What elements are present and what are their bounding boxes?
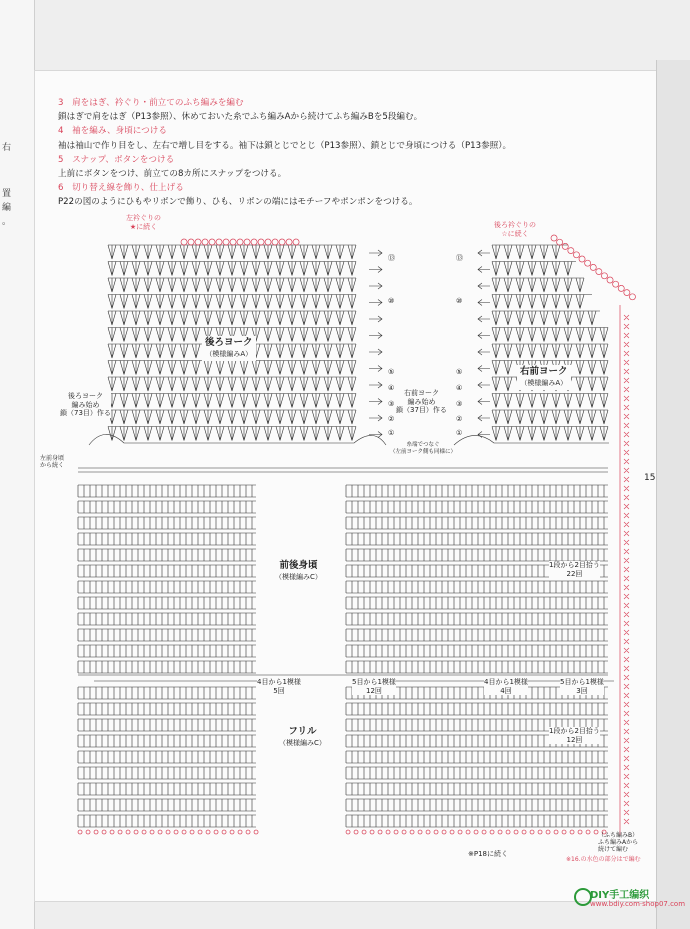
body-row-line (346, 703, 608, 715)
yoke-shell-row (108, 427, 356, 441)
body-stitch-row (346, 533, 604, 545)
body-row-line (78, 799, 256, 811)
row-direction-arrow (369, 349, 382, 355)
repeat-note-4: 5目から1模様 3回 (560, 678, 604, 695)
body-stitch-row (78, 751, 252, 763)
step-6-heading: 6 切り替え線を飾り、仕上げる (58, 183, 184, 194)
row-direction-arrow (478, 333, 490, 339)
body-row-line (78, 703, 256, 715)
back-collar-edging (181, 239, 299, 245)
body-row-line (78, 661, 256, 673)
repeat-note-1: 4目から1模様 5回 (257, 678, 301, 695)
step-3-body: 鎖はぎで肩をはぎ（P13参照）、休めておいた糸でふち編みAから続けてふち編みBを5段編む。 (58, 112, 423, 123)
crochet-chart (34, 205, 656, 875)
footnote-continue: ※P18に続く (468, 850, 508, 858)
body-row-line (346, 767, 608, 779)
row-direction-arrow (478, 382, 490, 388)
body-row-line (78, 613, 256, 625)
frill-title: フリル （模様編みC） (276, 725, 329, 750)
row-direction-arrow (478, 250, 490, 256)
body-stitch-row (346, 549, 604, 561)
body-row-line (78, 645, 256, 657)
body-row-line (78, 767, 256, 779)
margin-fragment: 編 (2, 203, 12, 213)
row-direction-arrow (478, 316, 490, 322)
body-stitch-row (346, 581, 604, 593)
row-direction-arrow (369, 432, 382, 438)
step-5-body: 上前にボタンをつけ、前立ての8カ所にスナップをつける。 (58, 169, 287, 180)
body-row-line (346, 629, 608, 641)
row-number: ③ (388, 400, 395, 408)
body-stitch-row (346, 629, 604, 641)
row-number: ⑩ (456, 297, 463, 305)
body-row-line (346, 799, 608, 811)
body-stitch-row (78, 533, 252, 545)
row-direction-arrow (369, 366, 382, 372)
row-direction-arrow (369, 399, 382, 405)
row-direction-arrow (478, 366, 490, 372)
row-number: ④ (456, 384, 463, 392)
body-stitch-row (78, 767, 252, 779)
yoke-shell-row (108, 377, 356, 391)
body-row-line (346, 751, 608, 763)
body-stitch-row (78, 815, 252, 827)
yoke-shell-row (492, 278, 584, 292)
step-4-heading: 4 袖を編み、身頃につける (58, 126, 167, 137)
body-stitch-row (78, 597, 252, 609)
row-direction-arrow (478, 300, 490, 306)
back-yoke-title: 後ろヨーク （模様編みA） (202, 336, 256, 361)
body-stitch-row (78, 517, 252, 529)
footnote-color: ※16.の水色の部分はで編む (566, 856, 641, 863)
body-stitch-row (78, 629, 252, 641)
front-band-cross-stitches (624, 315, 629, 824)
row-direction-arrow (478, 415, 490, 421)
body-row-line (78, 501, 256, 513)
body-stitch-row (78, 581, 252, 593)
body-row-line (346, 783, 608, 795)
row-direction-arrow (478, 283, 490, 289)
body-stitch-row (78, 661, 252, 673)
body-stitch-row (346, 751, 604, 763)
step-6-body: P22の図のようにひもやリボンで飾り、ひも、リボンの端にはモチーフやポンポンをつける。 (58, 197, 418, 208)
body-stitch-row (78, 485, 252, 497)
row-direction-arrow (369, 382, 382, 388)
body-row-line (346, 815, 608, 827)
yoke-shell-row (492, 394, 608, 408)
step-4-body: 袖は袖山で作り目をし、左右で増し目をする。袖下は鎖とじでとじ（P13参照）、鎖とじで身頃につける（P13参照）。 (58, 140, 512, 151)
yoke-shell-row (492, 410, 608, 424)
row-direction-arrow (478, 432, 490, 438)
yoke-shell-row (108, 278, 356, 292)
body-stitch-row (78, 687, 252, 699)
body-row-line (346, 485, 608, 497)
body-stitch-row (346, 799, 604, 811)
row-number: ② (388, 415, 395, 423)
body-stitch-row (78, 565, 252, 577)
pickup-note-body: 1段から2目拾う 22回 (549, 561, 600, 578)
body-row-line (78, 783, 256, 795)
body-stitch-row (346, 501, 604, 513)
repeat-note-2: 5目から1模様 12回 (352, 678, 396, 695)
body-row-line (346, 597, 608, 609)
yoke-shell-row (492, 245, 560, 259)
row-number: ① (456, 429, 463, 437)
back-yoke-start-note: 後ろヨーク 編み始め 鎖（73目）作る (60, 392, 111, 417)
body-stitch-row (78, 613, 252, 625)
watermark: DIY手工编织 www.bdiy.com·shop07.com (590, 890, 686, 908)
body-row-line (346, 501, 608, 513)
yoke-shell-row (492, 328, 608, 342)
previous-page-edge (0, 0, 35, 929)
body-stitch-row (78, 501, 252, 513)
body-row-line (78, 719, 256, 731)
body-stitch-row (78, 549, 252, 561)
body-stitch-row (346, 485, 604, 497)
left-collar-note: 左衿ぐりの ★に続く (126, 214, 161, 231)
bottom-picot-right (346, 830, 606, 834)
row-number: ⑤ (388, 368, 395, 376)
right-yoke-start-note: 右前ヨーク 編み始め 鎖（37目）作る (396, 389, 447, 414)
left-front-continue-note: 左前身頃 から続く (40, 455, 65, 469)
step-3-heading: 3 肩をはぎ、衿ぐり・前立てのふち編みを編む (58, 98, 244, 108)
repeat-note-3: 4目から1模様 4回 (484, 678, 528, 695)
yoke-shell-row (108, 311, 356, 325)
instruction-block (58, 96, 511, 210)
body-stitch-row (346, 767, 604, 779)
yoke-shell-row (492, 295, 584, 309)
body-row-line (346, 661, 608, 673)
row-direction-arrow (369, 316, 382, 322)
yoke-shell-row (108, 394, 356, 408)
body-row-line (78, 549, 256, 561)
row-number: ⑬ (388, 254, 395, 262)
body-row-line (346, 581, 608, 593)
body-stitch-row (78, 719, 252, 731)
next-page-edge (656, 60, 690, 929)
row-number: ⑤ (456, 368, 463, 376)
right-front-yoke-title: 右前ヨーク （模様編みA） (517, 365, 571, 390)
margin-fragment: 右 (2, 143, 12, 153)
yoke-shell-row (492, 311, 596, 325)
body-stitch-row (346, 703, 604, 715)
row-number: ⑩ (388, 297, 395, 305)
body-row-line (346, 517, 608, 529)
body-row-line (78, 533, 256, 545)
body-stitch-row (78, 645, 252, 657)
row-number: ④ (388, 384, 395, 392)
body-stitch-row (78, 735, 252, 747)
row-direction-arrow (478, 349, 490, 355)
body-row-line (346, 613, 608, 625)
body-row-line (346, 533, 608, 545)
row-direction-arrow (369, 267, 382, 273)
row-number: ② (456, 415, 463, 423)
yoke-shell-row (492, 262, 572, 276)
body-stitch-row (346, 517, 604, 529)
row-number: ③ (456, 400, 463, 408)
yoke-shell-row (492, 344, 608, 358)
margin-fragment: 。 (2, 217, 12, 227)
margin-fragment: 置 (2, 189, 12, 199)
body-row-line (346, 549, 608, 561)
back-collar-note: 後ろ衿ぐりの ☆に続く (494, 221, 536, 238)
body-row-line (78, 581, 256, 593)
body-row-line (78, 629, 256, 641)
body-row-line (346, 645, 608, 657)
yoke-shell-row (492, 427, 608, 441)
row-direction-arrow (478, 399, 490, 405)
body-stitch-row (78, 783, 252, 795)
body-row-line (78, 517, 256, 529)
body-title: 前後身頃 （模様編みC） (272, 559, 325, 584)
body-stitch-row (346, 783, 604, 795)
row-direction-arrow (369, 283, 382, 289)
row-direction-arrow (369, 250, 382, 256)
body-stitch-row (78, 703, 252, 715)
yoke-shell-row (108, 262, 356, 276)
yoke-base-right (454, 435, 609, 445)
bottom-picot-left (78, 830, 258, 834)
row-direction-arrow (369, 415, 382, 421)
body-row-line (78, 751, 256, 763)
body-stitch-row (78, 799, 252, 811)
row-direction-arrow (478, 267, 490, 273)
body-stitch-row (346, 645, 604, 657)
yoke-shell-row (108, 245, 356, 259)
yoke-shell-row (108, 410, 356, 424)
body-stitch-row (346, 597, 604, 609)
body-row-line (78, 687, 256, 699)
yoke-body-seam (78, 468, 608, 472)
row-direction-arrow (369, 333, 382, 339)
page-number: 15 (644, 473, 656, 483)
row-direction-arrow (369, 300, 382, 306)
body-stitch-row (346, 815, 604, 827)
edging-note: （ふち編みB） ふち編みAから 続けて編む (598, 832, 639, 853)
body-row-line (78, 485, 256, 497)
join-note: 糸端でつなぐ （左前ヨーク側も同様に） (390, 442, 457, 455)
body-row-line (78, 815, 256, 827)
body-stitch-row (346, 613, 604, 625)
yoke-shell-row (108, 361, 356, 375)
body-row-line (78, 565, 256, 577)
body-stitch-row (346, 661, 604, 673)
step-5-heading: 5 スナップ、ボタンをつける (58, 154, 175, 165)
row-number: ⑬ (456, 254, 463, 262)
yoke-shell-row (108, 295, 356, 309)
pickup-note-frill: 1段から2目拾う 12回 (549, 727, 600, 744)
body-row-line (78, 735, 256, 747)
body-row-line (78, 597, 256, 609)
row-number: ① (388, 429, 395, 437)
